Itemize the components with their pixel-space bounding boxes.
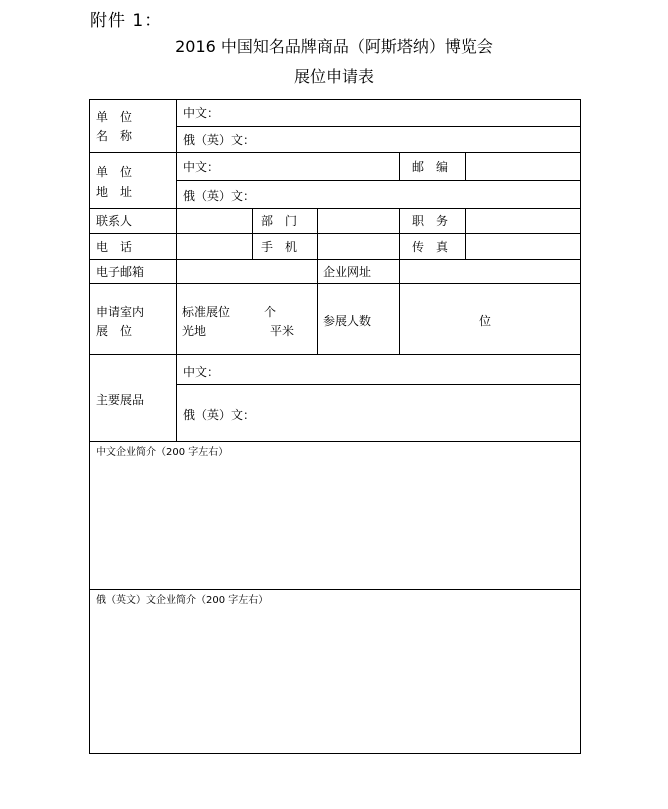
application-form-table (89, 99, 581, 754)
fax-label: 传 真 (412, 240, 449, 254)
column-line (399, 152, 400, 180)
row-line (90, 152, 580, 153)
column-line (176, 100, 177, 441)
attendees-label: 参展人数 (323, 314, 372, 328)
booth-label-line1: 申请室内 (96, 305, 145, 319)
exhibits-ru-en-field[interactable]: 俄（英）文： (183, 408, 256, 422)
department-label: 部 门 (261, 214, 298, 228)
row-line (177, 126, 580, 127)
mobile-label: 手 机 (261, 240, 298, 254)
intro-cn-label: 中文企业简介（200 字左右） (96, 447, 229, 458)
address-ru-en-field[interactable]: 俄（英）文： (183, 189, 256, 203)
postcode-label: 邮 编 (412, 160, 449, 174)
org-name-label-line2: 名 称 (96, 129, 133, 143)
column-line (317, 259, 318, 354)
exhibits-cn-field[interactable]: 中文： (183, 365, 220, 379)
org-name-cn-field[interactable]: 中文： (183, 106, 220, 120)
booth-label-line2: 展 位 (96, 324, 133, 338)
row-line (90, 259, 580, 260)
unit-square-meters: 平米 (270, 324, 295, 338)
row-line (177, 180, 580, 181)
intro-cn-area[interactable] (90, 442, 580, 589)
column-line (399, 259, 400, 354)
intro-ru-en-area[interactable] (90, 590, 580, 753)
column-line (252, 208, 253, 259)
column-line (465, 208, 466, 259)
row-line (90, 208, 580, 209)
address-label-line2: 地 址 (96, 185, 133, 199)
column-line (317, 208, 318, 259)
row-line (90, 233, 580, 234)
intro-ru-en-label: 俄（英文）文企业简介（200 字左右） (96, 595, 269, 606)
document-title: 2016 中国知名品牌商品（阿斯塔纳）博览会 (175, 37, 493, 56)
org-name-ru-en-field[interactable]: 俄（英）文： (183, 133, 256, 147)
unit-booth-count: 个 (264, 305, 277, 319)
exhibits-label: 主要展品 (96, 393, 145, 407)
email-label: 电子邮箱 (96, 265, 145, 279)
standard-booth-label: 标准展位 (182, 305, 231, 319)
contact-label: 联系人 (96, 214, 133, 228)
document-subtitle: 展位申请表 (293, 67, 374, 86)
phone-label: 电 话 (96, 240, 133, 254)
address-cn-field[interactable]: 中文： (183, 160, 220, 174)
column-line (399, 208, 400, 259)
raw-space-label: 光地 (182, 324, 207, 338)
row-line (90, 354, 580, 355)
column-line (465, 152, 466, 180)
address-label-line1: 单 位 (96, 165, 133, 179)
row-line (177, 384, 580, 385)
unit-persons: 位 (479, 314, 492, 328)
position-label: 职 务 (412, 214, 449, 228)
row-line (90, 283, 580, 284)
org-name-label-line1: 单 位 (96, 110, 133, 124)
website-label: 企业网址 (323, 265, 372, 279)
attachment-label: 附件 1： (90, 11, 163, 31)
